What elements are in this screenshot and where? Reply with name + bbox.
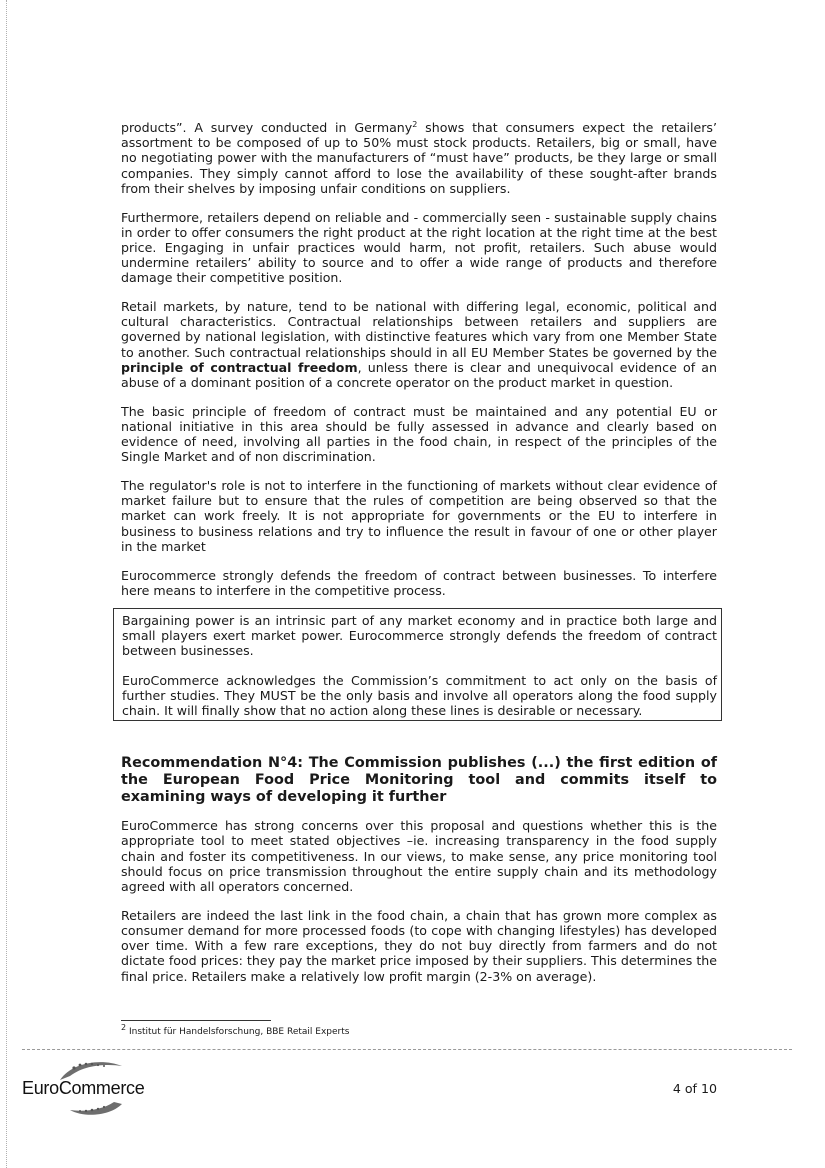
page-body [121,120,717,997]
box-paragraph-bargaining: Bargaining power is an intrinsic part of any market economy and in practice both large and small players exert market power. Eurocommerce strongly defends the freedom of contract between businesses. [122,612,717,659]
paragraph-must-stock: products”. A survey conducted in Germany$^2$ shows that consumers expect the retailers’ assortment to be composed of up to 50% must stock products. Retailers, big or small, have no negotiating power with the manufacturers of “must have” products, be they large or small companies. They simply cannot afford to lose the availability of these sought-after brands from their shelves by imposing unfair conditions on suppliers. [121,119,717,196]
paragraph-freedom-of-contract: The basic principle of freedom of contract must be maintained and any potential EU or national initiative in this area should be fully assessed in advance and clearly based on evidence of need, involving all parties in the food chain, in respect of the principles of the Single Market and of non discrimination. [121,403,717,465]
summary-box [113,608,722,721]
logo-text: EuroCommerce [22,1078,145,1098]
paragraph-supply-chains: Furthermore, retailers depend on reliable and - commercially seen - sustainable supply chains in order to offer consumers the right product at the right location at the right time at the best price. Engaging in unfair practices would harm, not profit, retailers. Such abuse would undermine retailers’ ability to source and to offer a wide range of products and therefore damage their competitive position. [121,209,717,286]
recommendation-heading: Recommendation N°4: The Commission publishes (...) the first edition of the European Food Price Monitoring tool and commits itself to examining ways of developing it further [121,755,717,806]
paragraph-regulator-role: The regulator's role is not to interfere in the functioning of markets without clear evidence of market failure but to ensure that the rules of competition are being observed so that the market can work freely. It is not appropriate for governments or the EU to interfere in business to business relations and try to influence the result in favour of one or other player in the market [121,478,717,554]
page-number: 4 of 10 [672,1081,717,1096]
footnote: $^2$ Institut für Handelsforschung, BBE Retail Experts [121,1023,350,1037]
page-edge [6,0,7,1168]
paragraph-retail-markets: Retail markets, by nature, tend to be national with differing legal, economic, political and cultural characteristics. Contractual relationships between retailers and suppliers are governed by national legislation, with distinctive features which vary from one Member State to another. Such contractual relationships should in all EU Member States be governed by the principle of contractual freedom, unless there is clear and unequivocal evidence of an abuse of a dominant position of a concrete operator on the product market in question. [121,299,718,391]
paragraph-eurocommerce-defends: Eurocommerce strongly defends the freedom of contract between businesses. To interfere here means to interfere in the competitive process. [121,567,717,598]
footnote-ref: 2 [412,119,418,129]
paragraph-concerns: EuroCommerce has strong concerns over this proposal and questions whether this is the appropriate tool to meet stated objectives –ie. increasing transparency in the food supply chain and foster its competitiveness. In our views, to make sense, any price monitoring tool should focus on price transmission throughout the entire supply chain and its methodology agreed with all operators concerned. [121,818,717,895]
footnote-divider [121,1020,271,1021]
paragraph-last-link: Retailers are indeed the last link in the food chain, a chain that has grown more complex as consumer demand for more processed foods (to cope with changing lifestyles) has developed over time. With a few rare exceptions, they do not buy directly from farmers and do not dictate food prices: they pay the market price imposed by their suppliers. This determines the final price. Retailers make a relatively low profit margin (2-3% on average). [121,907,717,984]
bold-principle: principle of contractual freedom [121,359,358,375]
footer-divider [22,1049,792,1050]
eurocommerce-logo [22,1058,182,1118]
box-paragraph-acknowledges: EuroCommerce acknowledges the Commission’s commitment to act only on the basis of further studies. They MUST be the only basis and involve all operators along the food supply chain. It will finally show that no action along these lines is desirable or necessary. [122,672,717,718]
